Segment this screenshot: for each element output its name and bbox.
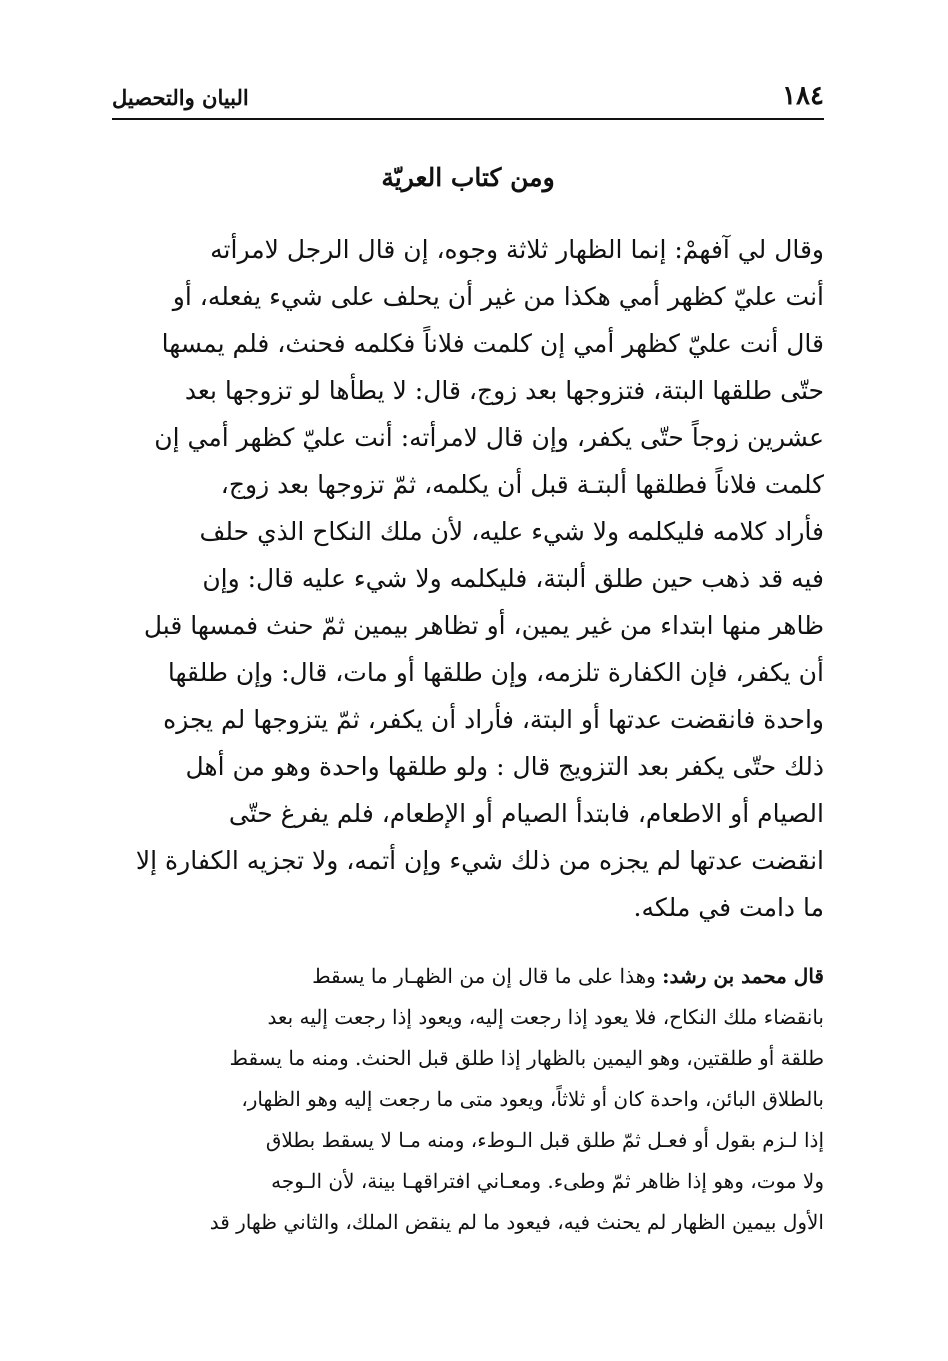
commentary-first-line-text: وهذا على ما قال إن من الظهـار ما يسقط bbox=[312, 964, 663, 988]
main-text-line: كلمت فلاناً فطلقها ألبتـة قبل أن يكلمه، ثمّ تزوجها بعد زوج، bbox=[220, 470, 824, 499]
commentary-line: بانقضاء ملك النكاح، فلا يعود إذا رجعت إليه، ويعود إذا رجعت إليه بعد bbox=[267, 1005, 824, 1029]
main-text-line: ذلك حتّى يكفر بعد التزويج قال : ولو طلقها واحدة وهو من أهل bbox=[185, 752, 824, 781]
commentary-line: الأول بيمين الظهار لم يحنث فيه، فيعود ما لم ينقض الملك، والثاني ظهار قد bbox=[209, 1210, 824, 1234]
main-text-line: ما دامت في ملكه. bbox=[633, 893, 824, 922]
main-text-line: قال أنت عليّ كظهر أمي إن كلمت فلاناً فكلمه فحنث، فلم يمسها bbox=[161, 329, 824, 358]
main-text-line: واحدة فانقضت عدتها أو البتة، فأراد أن يكفر، ثمّ يتزوجها لم يجزه bbox=[163, 705, 824, 734]
main-text-line: وقال لي آفهمْ: إنما الظهار ثلاثة وجوه، إن قال الرجل لامرأته bbox=[210, 235, 824, 264]
main-text-line: الصيام أو الاطعام، فابتدأ الصيام أو الإطعام، فلم يفرغ حتّى bbox=[228, 799, 824, 828]
main-text-line: أنت عليّ كظهر أمي هكذا من غير أن يحلف على شيء يفعله، أو bbox=[172, 282, 824, 311]
commentary-speaker: قال محمد بن رشد: bbox=[662, 964, 824, 988]
main-text-line: ظاهر منها ابتداء من غير يمين، أو تظاهر بيمين ثمّ حنث فمسها قبل bbox=[143, 611, 824, 640]
main-text-line: فأراد كلامه فليكلمه ولا شيء عليه، لأن ملك النكاح الذي حلف bbox=[199, 517, 824, 546]
main-text-line: حتّى طلقها البتة، فتزوجها بعد زوج، قال: لا يطأها لو تزوجها بعد bbox=[184, 376, 824, 405]
header-rule bbox=[112, 118, 824, 120]
page-number: ١٨٤ bbox=[782, 81, 824, 111]
commentary-line: ولا موت، وهو إذا ظاهر ثمّ وطىء. ومعـاني افتراقهـا بينة، لأن الـوجه bbox=[271, 1169, 824, 1193]
chapter-title: ومن كتاب العريّة bbox=[381, 163, 555, 192]
main-text-line: أن يكفر، فإن الكفارة تلزمه، وإن طلقها أو مات، قال: وإن طلقها bbox=[167, 658, 824, 687]
commentary-line: بالطلاق البائن، واحدة كان أو ثلاثاً، ويعود متى ما رجعت إليه وهو الظهار، bbox=[241, 1087, 824, 1111]
commentary-line: إذا لـزم بقول أو فعـل ثمّ طلق قبل الـوطء، ومنه مـا لا يسقط بطلاق bbox=[265, 1128, 824, 1152]
main-text-line: عشرين زوجاً حتّى يكفر، وإن قال لامرأته: أنت عليّ كظهر أمي إن bbox=[154, 423, 824, 452]
main-text bbox=[104, 226, 824, 931]
main-text-line: فيه قد ذهب حين طلق ألبتة، فليكلمه ولا شيء عليه قال: وإن bbox=[202, 564, 824, 593]
running-header bbox=[112, 80, 824, 124]
book-title: البيان والتحصيل bbox=[112, 85, 249, 110]
commentary-first-line bbox=[104, 956, 824, 997]
commentary-line: طلقة أو طلقتين، وهو اليمين بالظهار إذا طلق قبل الحنث. ومنه ما يسقط bbox=[229, 1046, 824, 1070]
main-text-line: انقضت عدتها لم يجزه من ذلك شيء وإن أتمه، ولا تجزيه الكفارة إلا bbox=[135, 846, 824, 875]
commentary bbox=[104, 956, 824, 1243]
